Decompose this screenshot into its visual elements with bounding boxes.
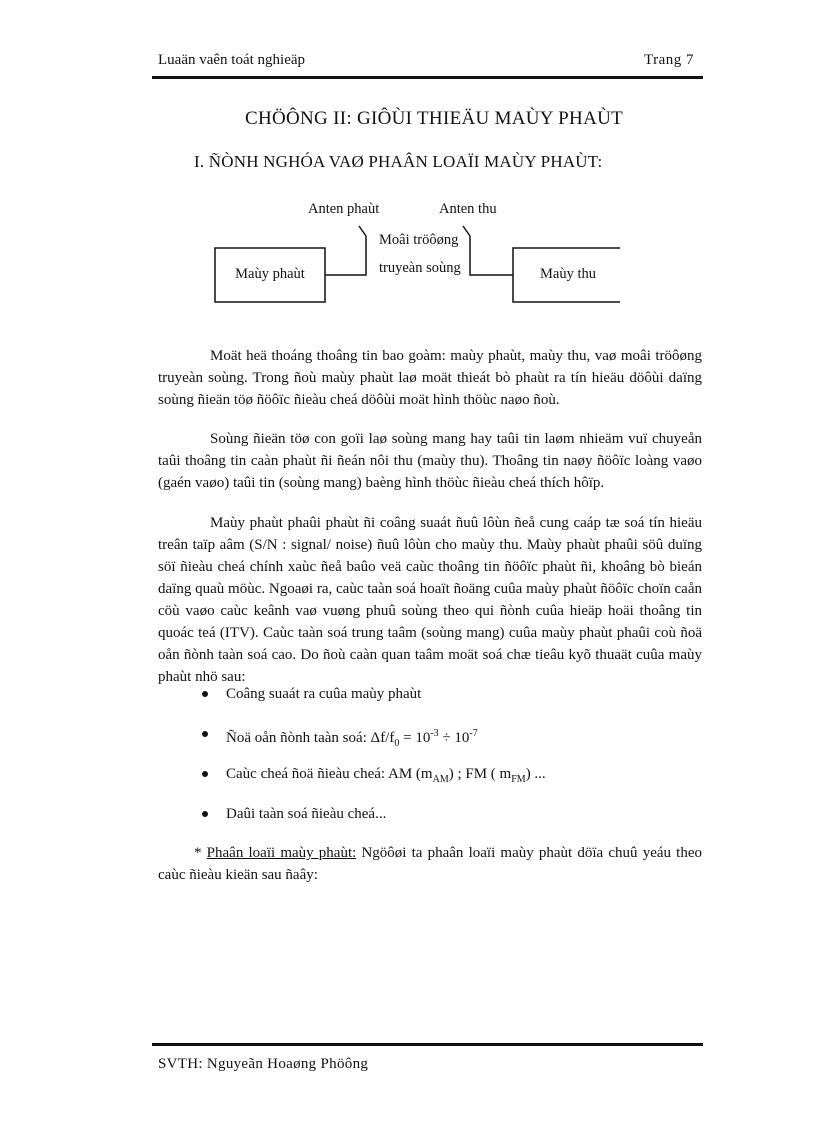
list-item-text: ) ; FM ( m [448, 766, 512, 782]
list-item [184, 723, 546, 749]
bullet-icon [202, 691, 208, 697]
list-item-text: ) ... [525, 766, 546, 782]
receiver-label: Maùy thu [540, 266, 596, 282]
tx-antenna-label: Anten phaùt [308, 201, 380, 217]
list-item [184, 803, 546, 825]
list-item [184, 683, 546, 705]
list-item-text: ÷ 10 [438, 730, 470, 746]
header-page-number: Trang 7 [643, 52, 694, 68]
tx-antenna-symbol [359, 226, 366, 236]
list-item-text: Coâng suaát ra cuûa maùy phaùt [226, 686, 422, 702]
subscript: AM [432, 774, 449, 785]
classification-text: Ngöôøi ta phaân loaïi maùy phaùt döïa chuû yeáu theo caùc ñieàu kieän sau ñaây: [158, 845, 703, 883]
rx-antenna-symbol [463, 226, 470, 236]
asterisk: * [194, 845, 207, 861]
communication-system-diagram [200, 196, 620, 316]
list-item-text: Daûi taàn soá ñieàu cheá... [226, 806, 387, 822]
technical-spec-list [184, 683, 546, 843]
diagram-lines [200, 196, 620, 316]
paragraph-carrier-wave [158, 428, 702, 494]
footer-student: SVTH: Nguyeãn Hoaøng Phöông [158, 1056, 369, 1072]
bullet-icon [202, 771, 208, 777]
classification-title: Phaân loaïi maùy phaùt: [206, 845, 357, 861]
chapter-title: CHÖÔNG II: GIÔÙI THIEÄU MAÙY PHAÙT [244, 108, 624, 129]
receiver-feed-line [470, 236, 513, 275]
subscript: FM [511, 774, 526, 785]
paragraph-system-definition [158, 345, 702, 411]
transmitter-feed-line [325, 236, 366, 275]
superscript: -7 [469, 728, 478, 739]
paragraph-transmitter-requirements [158, 512, 702, 688]
paragraph-text: Moät heä thoáng thoâng tin bao goàm: maùy phaùt, maùy thu, vaø moâi tröôøng truyeàn soùng. Trong ñoù maùy phaùt laø moät thieát bò phaùt ra tín hieäu döôùi daïng soùng ñieän töø ñöôïc ñieàu cheá döôùi moät hình thöùc naøo ñoù. [158, 348, 702, 408]
paragraph-text: Soùng ñieän töø con goïi laø soùng mang hay taûi tin laøm nhieäm vuï chuyeån taûi thoâng tin caàn phaùt ñi ñeán nôi thu (maùy thu). Thoâng tin naøy ñöôïc loàng vaøo (gaén vaøo) taûi tin (soùng mang) baèng hình thöùc ñieàu cheá thích hôïp. [158, 431, 702, 491]
rx-antenna-label: Anten thu [439, 201, 497, 217]
list-item [184, 763, 546, 785]
header-thesis-title: Luaän vaên toát nghieäp [158, 52, 306, 68]
transmitter-label: Maùy phaùt [235, 266, 305, 282]
bullet-icon [202, 731, 208, 737]
list-item-text: = 10 [399, 730, 431, 746]
subscript: 0 [394, 738, 400, 749]
list-item-text: Caùc cheá ñoä ñieàu cheá: AM (m [226, 766, 433, 782]
header-rule [152, 76, 703, 79]
medium-label-line1: Moâi tröôøng [379, 232, 459, 248]
classification-paragraph [158, 842, 702, 886]
paragraph-text: Maùy phaùt phaûi phaùt ñi coâng suaát ñuû lôùn ñeå cung caáp tæ soá tín hieäu treân taïp aâm (S/N : signal/ noise) ñuû lôùn cho maùy thu. Maùy phaùt phaûi söû duïng söï ñieàu cheá chính xaùc ñeå baûo veä caùc thoâng tin ñöôïc phaùt ñi, khoâng bò bieán daïng quaù möùc. Ngoaøi ra, caùc taàn soá hoaït ñoäng cuûa maùy phaùt ñöôïc choïn caån cöù vaøo caùc keânh vaø vuøng phuû soùng theo qui ñònh cuûa hieäp hoäi thoâng tin quoác teá (ITV). Caùc taàn soá trung taâm (soùng mang) cuûa maùy phaùt phaûi coù ñoä oån ñònh taàn soá cao. Do ñoù caàn quan taâm moät soá chæ tieâu kyõ thuaät cuûa maùy phaùt nhö sau: [158, 515, 702, 685]
medium-label-line2: truyeàn soùng [379, 260, 461, 276]
superscript: -3 [430, 728, 439, 739]
list-item-text: Ñoä oån ñònh taàn soá: Δf/f [226, 730, 395, 746]
section-heading: I. ÑÒNH NGHÓA VAØ PHAÂN LOAÏI MAÙY PHAÙT: [194, 152, 603, 171]
footer-rule [152, 1043, 703, 1046]
bullet-icon [202, 811, 208, 817]
